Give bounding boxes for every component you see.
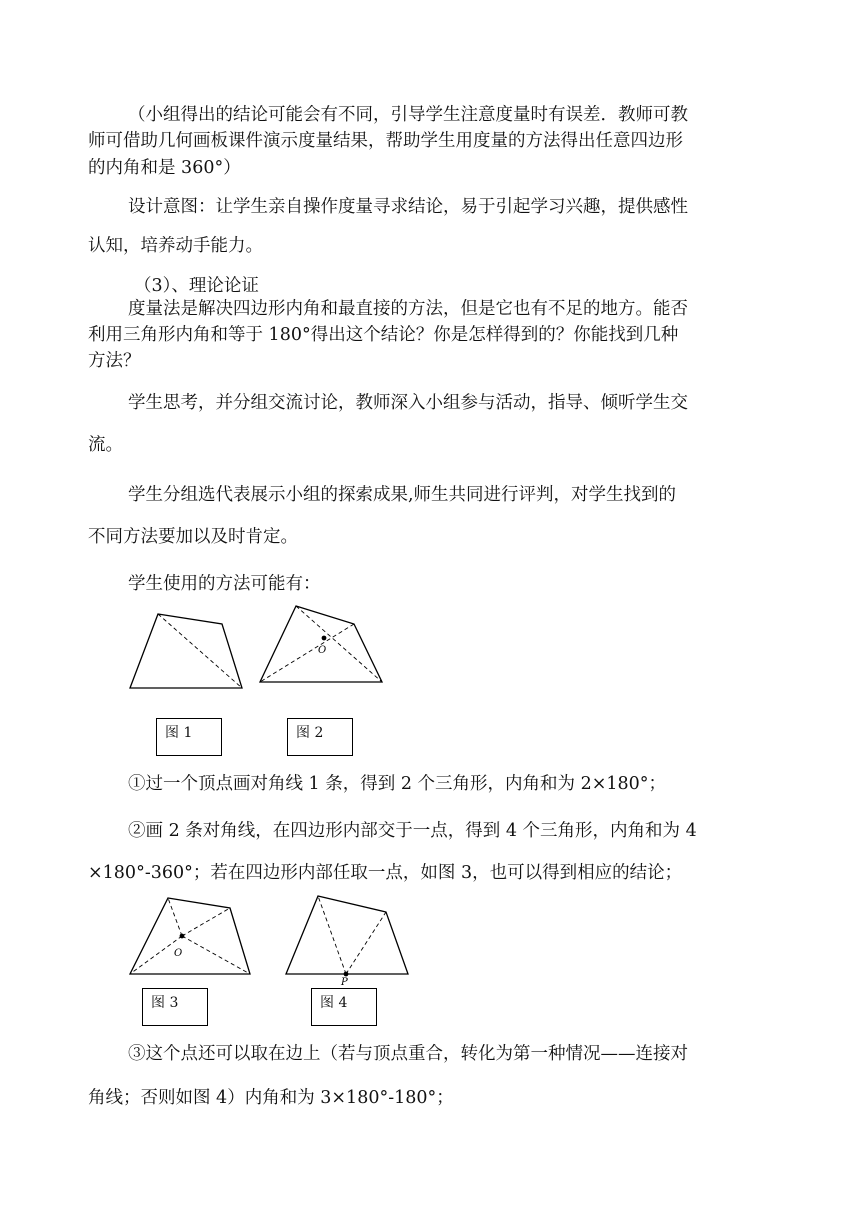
paragraph-theory-line3: 方法？ bbox=[88, 351, 141, 371]
segment-to-a bbox=[318, 896, 346, 974]
figure-2-caption: 图 2 bbox=[287, 718, 353, 756]
paragraph-theory: 度量法是解决四边形内角和最直接的方法，但是它也有不足的地方。能否 bbox=[128, 299, 688, 319]
paragraph-intro: （小组得出的结论可能会有不同，引导学生注意度量时有误差．教师可教 bbox=[128, 105, 688, 125]
segment-to-a bbox=[168, 898, 182, 936]
figure-3-caption: 图 3 bbox=[142, 988, 208, 1026]
point-p bbox=[344, 972, 349, 977]
diagonal-ac bbox=[296, 606, 382, 682]
method-1: ①过一个顶点画对角线 1 条，得到 2 个三角形，内角和为 2×180°； bbox=[128, 774, 667, 794]
paragraph-present: 学生分组选代表展示小组的探索成果,师生共同进行评判，对学生找到的 bbox=[128, 485, 677, 505]
figure-1-caption: 图 1 bbox=[156, 718, 222, 756]
paragraph-methods-intro: 学生使用的方法可能有： bbox=[128, 574, 321, 594]
paragraph-discuss-line2: 流。 bbox=[88, 435, 123, 455]
section-heading-3: （3）、理论论证 bbox=[134, 276, 259, 296]
figure-4-diagram bbox=[284, 894, 412, 986]
segment-to-b bbox=[346, 912, 386, 974]
label-o: O bbox=[174, 948, 183, 959]
diagonal bbox=[158, 614, 242, 688]
quad-outline bbox=[286, 896, 408, 974]
quad-outline bbox=[130, 898, 250, 974]
figure-1-diagram bbox=[128, 610, 248, 692]
paragraph-intro-line2: 师可借助几何画板课件演示度量结果，帮助学生用度量的方法得出任意四边形 bbox=[88, 131, 683, 151]
paragraph-present-line2: 不同方法要加以及时肯定。 bbox=[88, 527, 298, 547]
quad-outline bbox=[130, 614, 242, 688]
label-o: O bbox=[318, 645, 327, 656]
paragraph-intro-line3: 的内角和是 360°） bbox=[88, 158, 241, 178]
figure-4-caption: 图 4 bbox=[311, 988, 377, 1026]
method-3: ③这个点还可以取在边上（若与顶点重合，转化为第一种情况——连接对 bbox=[128, 1044, 688, 1064]
figure-2-diagram bbox=[258, 604, 390, 688]
point-o bbox=[180, 934, 185, 939]
design-intent-line2: 认知，培养动手能力。 bbox=[88, 236, 263, 256]
segment-to-b bbox=[182, 908, 230, 936]
figure-3-diagram bbox=[128, 896, 252, 978]
method-3-line2: 角线；否则如图 4）内角和为 3×180°-180°； bbox=[88, 1088, 454, 1108]
paragraph-theory-line2: 利用三角形内角和等于 180°得出这个结论？你是怎样得到的？你能找到几种 bbox=[88, 325, 679, 345]
method-2-line2: ×180°-360°；若在四边形内部任取一点，如图 3，也可以得到相应的结论； bbox=[88, 863, 683, 883]
design-intent: 设计意图：让学生亲自操作度量寻求结论，易于引起学习兴趣，提供感性 bbox=[128, 197, 688, 217]
method-2: ②画 2 条对角线，在四边形内部交于一点，得到 4 个三角形，内角和为 4 bbox=[128, 821, 697, 841]
label-p: P bbox=[341, 977, 348, 988]
point-o bbox=[322, 636, 327, 641]
paragraph-discuss: 学生思考，并分组交流讨论，教师深入小组参与活动，指导、倾听学生交 bbox=[128, 393, 688, 413]
